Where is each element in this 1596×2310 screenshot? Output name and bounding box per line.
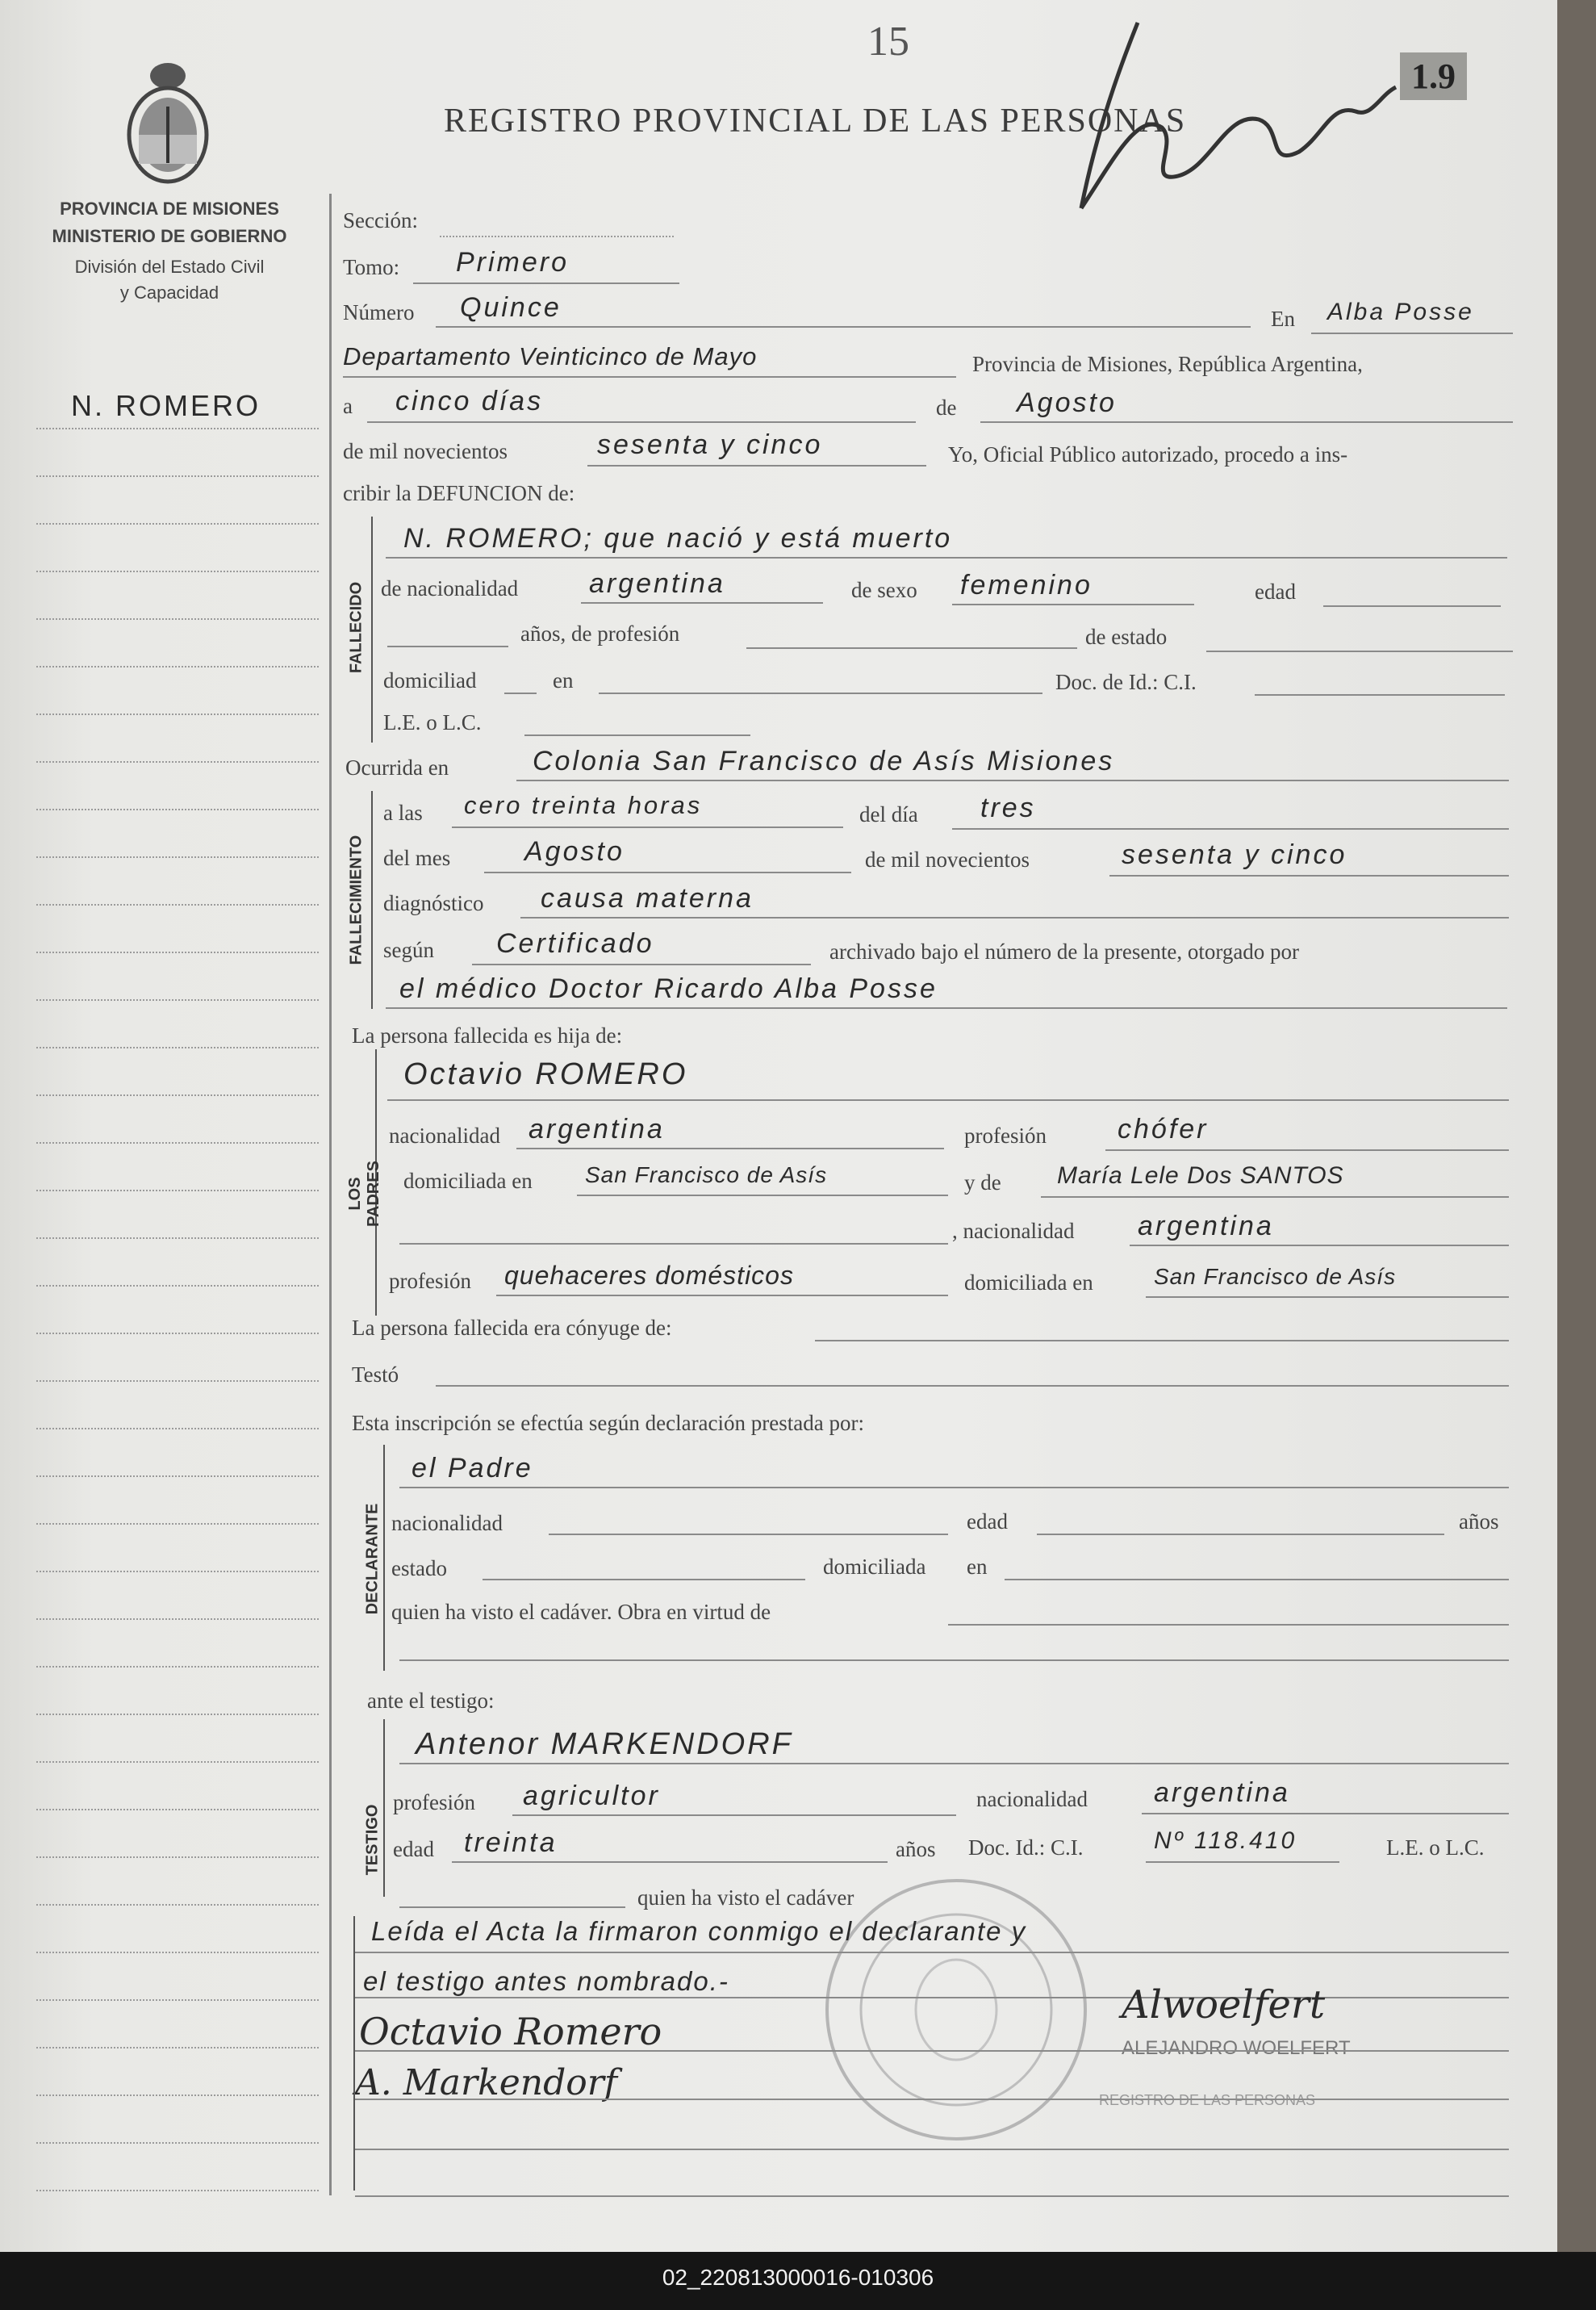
margin-rule — [36, 1380, 319, 1382]
declarante-name: el Padre — [412, 1453, 533, 1484]
medico-value: el médico Doctor Ricardo Alba Posse — [399, 973, 938, 1004]
madre-profesion-value: quehaceres domésticos — [504, 1261, 794, 1290]
division-label-2: y Capacidad — [119, 282, 219, 303]
madre-nacionalidad-label: , nacionalidad — [952, 1219, 1075, 1243]
coat-of-arms-icon — [119, 58, 216, 187]
fallecido-sexo-label: de sexo — [851, 578, 917, 602]
margin-rule — [36, 1904, 319, 1906]
provincia-text: Provincia de Misiones, República Argentina, — [972, 352, 1363, 376]
declarante-anios-label: años — [1459, 1509, 1499, 1534]
fallecido-anios-label: años, de profesión — [520, 621, 680, 646]
en-label: En — [1271, 307, 1295, 331]
dia-value: cinco días — [395, 386, 544, 416]
diagnostico-value: causa materna — [541, 883, 754, 914]
padre-nacionalidad-value: argentina — [529, 1114, 665, 1145]
testigo-doc-label: Doc. Id.: C.I. — [968, 1835, 1084, 1860]
margin-rule — [36, 1237, 319, 1239]
margin-rule — [36, 1952, 319, 1953]
signature-official: Alwoelfert — [1122, 1982, 1326, 2028]
declarante-estado-label: estado — [391, 1556, 447, 1580]
margin-rule — [36, 856, 319, 858]
delmes-label: del mes — [383, 846, 451, 870]
margin-rule — [36, 1999, 319, 2001]
testigo-section-label: TESTIGO — [363, 1804, 382, 1876]
fallecido-nacionalidad-label: de nacionalidad — [381, 576, 519, 601]
margin-name: N. ROMERO — [71, 389, 261, 422]
testigo-profesion-label: profesión — [393, 1790, 475, 1814]
margin-rule — [36, 2047, 319, 2048]
margin-rule — [36, 571, 319, 572]
testigo-bracket — [383, 1719, 385, 1897]
margin-rule — [36, 904, 319, 906]
madre-domiciliada-label: domiciliada en — [964, 1270, 1093, 1295]
margin-divider — [329, 194, 332, 2195]
declarante-en-label: en — [967, 1555, 988, 1579]
margin-rule — [36, 714, 319, 715]
testigo-le-label: L.E. o L.C. — [1386, 1835, 1485, 1860]
division-label: División del Estado Civil — [74, 257, 265, 277]
province-label: PROVINCIA DE MISIONES — [60, 199, 279, 219]
signature-testigo: A. Markendorf — [355, 2062, 618, 2103]
ministry-label: MINISTERIO DE GOBIERNO — [52, 226, 287, 246]
mes-value: Agosto — [1017, 387, 1117, 418]
margin-rule — [36, 1714, 319, 1715]
alas-label: a las — [383, 801, 423, 825]
ocurrida-value: Colonia San Francisco de Asís Misiones — [533, 746, 1115, 776]
fallecido-section-label: FALLECIDO — [347, 581, 366, 674]
declarante-nacionalidad-label: nacionalidad — [391, 1511, 503, 1535]
stamp-name: ALEJANDRO WOELFERT — [1122, 2037, 1351, 2059]
margin-rule — [36, 475, 319, 477]
declarante-section-label: DECLARANTE — [363, 1503, 382, 1615]
margin-rule — [36, 1761, 319, 1763]
fallecimiento-mes-value: Agosto — [524, 836, 625, 867]
margin-rule — [36, 1094, 319, 1096]
madre-nacionalidad-value: argentina — [1138, 1211, 1274, 1241]
margin-rule — [36, 761, 319, 763]
tomo-value: Primero — [456, 247, 570, 278]
declarante-bracket — [383, 1445, 385, 1671]
margin-rule — [36, 2142, 319, 2144]
margin-rule — [36, 1047, 319, 1048]
fallecido-bracket — [371, 517, 373, 743]
closing-bracket — [353, 1916, 355, 2191]
margin-rule — [36, 1523, 319, 1525]
margin-rule — [36, 1428, 319, 1429]
margin-rule — [36, 952, 319, 953]
fallecido-estado-label: de estado — [1085, 625, 1168, 649]
fallecimiento-anio-value: sesenta y cinco — [1122, 839, 1347, 870]
margin-rule — [36, 2190, 319, 2191]
seccion-label: Sección: — [343, 208, 418, 232]
declarante-cadaver-text: quien ha visto el cadáver. Obra en virtud de — [391, 1600, 771, 1624]
fallecimiento-section-label: FALLECIMIENTO — [347, 835, 366, 965]
conyuge-label: La persona fallecida era cónyuge de: — [352, 1316, 672, 1340]
page-number: 15 — [867, 19, 909, 65]
deldia-value: tres — [980, 793, 1036, 823]
footer-caption: 02_220813000016-010306 — [662, 2265, 934, 2290]
margin-rule — [36, 1475, 319, 1477]
testigo-edad-value: treinta — [464, 1827, 558, 1858]
declarante-edad-label: edad — [967, 1509, 1008, 1534]
margin-rule — [36, 1190, 319, 1191]
fallecimiento-mil-label: de mil novecientos — [865, 847, 1030, 872]
margin-rule — [36, 428, 319, 429]
padre-domiciliada-label: domiciliada en — [403, 1169, 533, 1193]
padre-profesion-value: chófer — [1118, 1114, 1209, 1145]
testigo-nacionalidad-label: nacionalidad — [976, 1787, 1088, 1811]
yde-label: y de — [964, 1170, 1001, 1195]
segun-value: Certificado — [496, 928, 654, 959]
a-label: a — [343, 394, 353, 418]
fallecido-doc-label: Doc. de Id.: C.I. — [1055, 670, 1197, 694]
segun-label: según — [383, 938, 434, 962]
fallecido-en-label: en — [553, 668, 574, 693]
padres-section-label: LOS PADRES — [346, 1161, 382, 1227]
padres-intro: La persona fallecida es hija de: — [352, 1023, 623, 1048]
register-title: REGISTRO PROVINCIAL DE LAS PERSONAS — [444, 103, 1187, 140]
fallecido-nacionalidad-value: argentina — [589, 568, 725, 599]
inscribir-text: cribir la DEFUNCION de: — [343, 481, 575, 505]
mil-label: de mil novecientos — [343, 439, 508, 463]
anio-value: sesenta y cinco — [597, 429, 823, 460]
fallecido-domicilio-label: domiciliad — [383, 668, 477, 693]
archivado-text: archivado bajo el número de la presente, otorgado por — [829, 939, 1300, 964]
margin-rule — [36, 1333, 319, 1334]
diagnostico-label: diagnóstico — [383, 891, 484, 915]
ocurrida-label: Ocurrida en — [345, 755, 449, 780]
margin-rule — [36, 666, 319, 667]
margin-rule — [36, 809, 319, 810]
madre-name: María Lele Dos SANTOS — [1057, 1162, 1344, 1189]
de-label: de — [936, 395, 957, 420]
padre-profesion-label: profesión — [964, 1124, 1047, 1148]
margin-rule — [36, 1856, 319, 1858]
numero-label: Número — [343, 300, 415, 324]
margin-rule — [36, 1571, 319, 1572]
closing-line-2: el testigo antes nombrado.- — [363, 1966, 729, 1996]
header-signature — [1065, 15, 1404, 224]
testigo-nacionalidad-value: argentina — [1154, 1777, 1290, 1808]
margin-rule — [36, 2094, 319, 2096]
fallecido-name: N. ROMERO; que nació y está muerto — [403, 523, 953, 554]
tomo-label: Tomo: — [343, 255, 400, 279]
testigo-intro: ante el testigo: — [367, 1689, 495, 1713]
testigo-doc-value: Nº 118.410 — [1154, 1827, 1297, 1854]
margin-rule — [36, 1142, 319, 1144]
signature-padre: Octavio Romero — [359, 2010, 662, 2053]
margin-rule — [36, 618, 319, 620]
fallecimiento-bracket — [371, 791, 373, 1009]
book-binding — [1557, 0, 1596, 2252]
fallecido-sexo-value: femenino — [960, 570, 1093, 601]
fallecido-le-label: L.E. o L.C. — [383, 710, 482, 734]
margin-rule — [36, 1618, 319, 1620]
fallecido-edad-label: edad — [1255, 580, 1296, 604]
testigo-profesion-value: agricultor — [523, 1781, 660, 1811]
margin-rule — [36, 999, 319, 1001]
padre-nacionalidad-label: nacionalidad — [389, 1124, 500, 1148]
margin-rule — [36, 1809, 319, 1810]
departamento-value: Departamento Veinticinco de Mayo — [343, 342, 758, 370]
deldia-label: del día — [859, 802, 918, 826]
testo-label: Testó — [352, 1362, 399, 1387]
oficial-text: Yo, Oficial Público autorizado, procedo a ins- — [948, 442, 1348, 467]
en-value: Alba Posse — [1327, 299, 1474, 325]
testigo-name: Antenor MARKENDORF — [416, 1727, 793, 1761]
hora-value: cero treinta horas — [464, 791, 703, 819]
declaracion-text: Esta inscripción se efectúa según declaración prestada por: — [352, 1411, 864, 1435]
testigo-cadaver-text: quien ha visto el cadáver — [637, 1885, 854, 1910]
declarante-domiciliada-label: domiciliada — [823, 1555, 926, 1579]
padre-domicilio-value: San Francisco de Asís — [585, 1162, 828, 1187]
madre-profesion-label: profesión — [389, 1269, 471, 1293]
margin-rule — [36, 1285, 319, 1287]
madre-domicilio-value: San Francisco de Asís — [1154, 1264, 1397, 1289]
stamp-title: REGISTRO DE LAS PERSONAS — [1099, 2092, 1316, 2108]
margin-rule — [36, 1666, 319, 1668]
padre-name: Octavio ROMERO — [403, 1057, 688, 1091]
margin-rule — [36, 523, 319, 525]
official-stamp — [819, 1873, 1093, 2147]
closing-line-1: Leída el Acta la firmaron conmigo el declarante y — [371, 1916, 1027, 1946]
testigo-edad-label: edad — [393, 1837, 434, 1861]
numero-value: Quince — [460, 292, 562, 323]
testigo-anios-label: años — [896, 1837, 936, 1861]
corner-number: 1.9 — [1400, 52, 1467, 100]
